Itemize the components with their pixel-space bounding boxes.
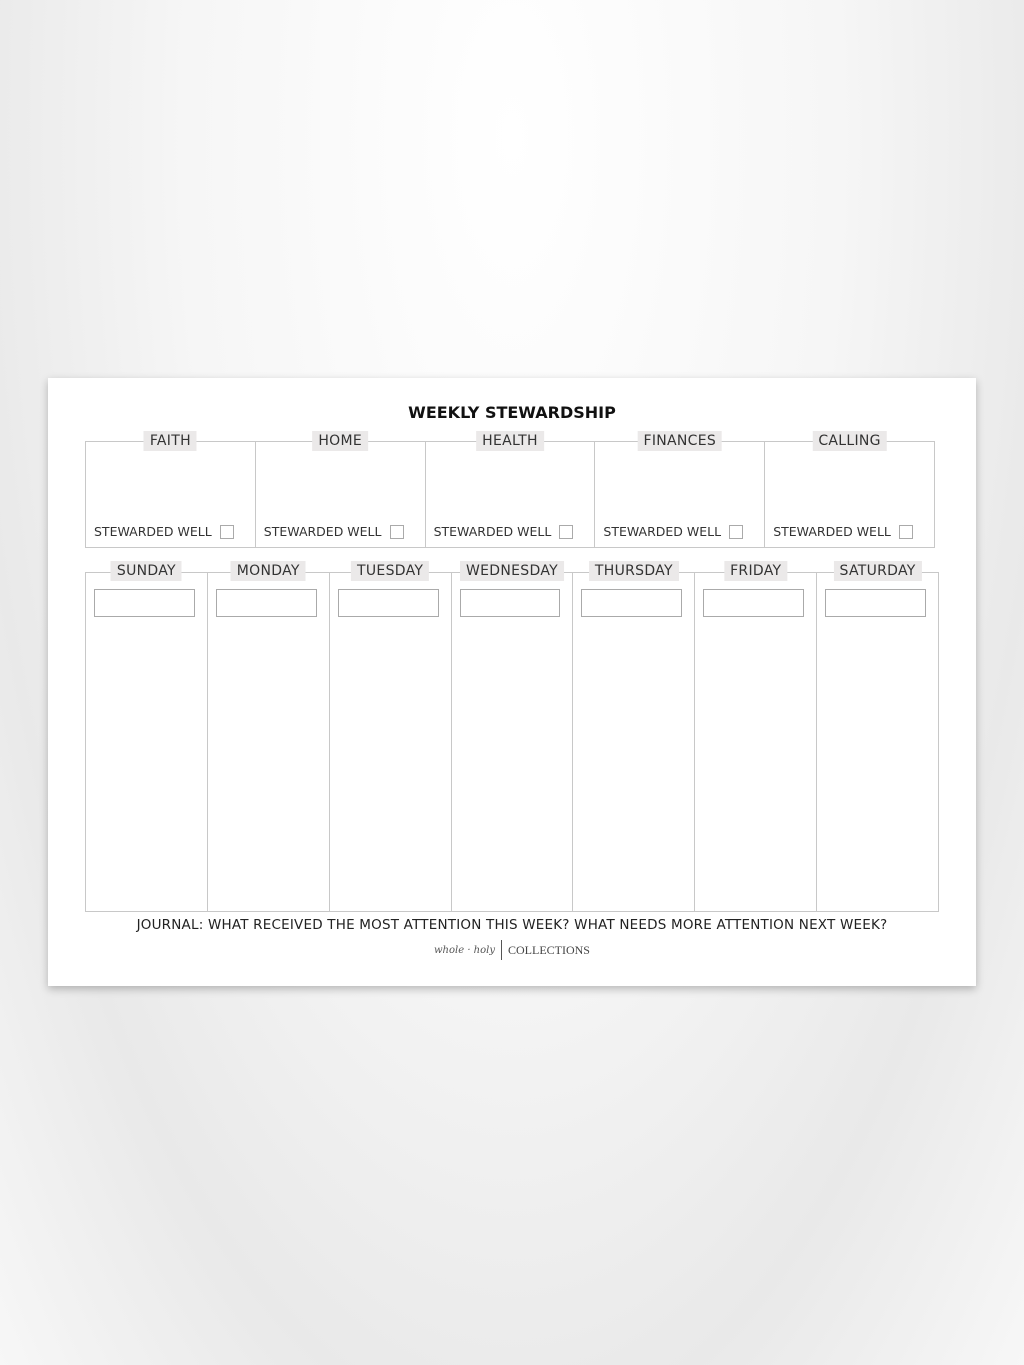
area-calling	[765, 433, 934, 547]
page-title: WEEKLY STEWARDSHIP	[408, 403, 616, 422]
area-label: HEALTH	[476, 431, 544, 451]
stewarded-checkbox[interactable]	[220, 525, 234, 539]
date-box[interactable]	[581, 589, 682, 617]
stewarded-label: STEWARDED WELL	[263, 524, 382, 539]
stewarded-label: STEWARDED WELL	[603, 524, 722, 539]
day-label: SUNDAY	[111, 561, 182, 581]
day-label: MONDAY	[231, 561, 306, 581]
day-label: WEDNESDAY	[460, 561, 564, 581]
journal-prompt: JOURNAL: WHAT RECEIVED THE MOST ATTENTION THIS WEEK? WHAT NEEDS MORE ATTENTION NEXT WEEK?	[136, 917, 888, 933]
planner-page	[48, 378, 976, 986]
area-label: CALLING	[812, 431, 887, 451]
day-tuesday	[330, 563, 452, 911]
stewarded-label: STEWARDED WELL	[773, 524, 891, 539]
day-sunday	[86, 563, 208, 911]
stewarded-checkbox[interactable]	[390, 525, 404, 539]
date-box[interactable]	[94, 589, 195, 617]
week-grid	[85, 563, 939, 912]
area-label: HOME	[312, 431, 368, 451]
day-monday	[208, 563, 330, 911]
day-label: FRIDAY	[724, 561, 787, 581]
area-faith	[86, 433, 256, 547]
area-label: FAITH	[144, 431, 197, 451]
brand-logo	[48, 940, 976, 960]
stewarded-checkbox[interactable]	[899, 525, 913, 539]
day-friday	[695, 563, 817, 911]
stewarded-label: STEWARDED WELL	[94, 524, 212, 539]
day-label: SATURDAY	[834, 561, 922, 581]
stewarded-checkbox[interactable]	[559, 525, 573, 539]
stewardship-areas	[85, 433, 935, 548]
area-label: FINANCES	[637, 431, 722, 451]
date-box[interactable]	[825, 589, 926, 617]
area-health	[426, 433, 596, 547]
stewarded-label: STEWARDED WELL	[433, 524, 552, 539]
day-thursday	[573, 563, 695, 911]
date-box[interactable]	[703, 589, 804, 617]
stewarded-checkbox[interactable]	[729, 525, 743, 539]
area-home	[256, 433, 426, 547]
logo-divider	[501, 940, 502, 960]
day-wednesday	[452, 563, 574, 911]
area-finances	[595, 433, 765, 547]
logo-script: whole · holy	[434, 944, 495, 956]
day-label: THURSDAY	[589, 561, 679, 581]
logo-text: COLLECTIONS	[507, 942, 590, 957]
day-saturday	[817, 563, 938, 911]
date-box[interactable]	[216, 589, 317, 617]
day-label: TUESDAY	[351, 561, 429, 581]
date-box[interactable]	[460, 589, 561, 617]
date-box[interactable]	[338, 589, 439, 617]
